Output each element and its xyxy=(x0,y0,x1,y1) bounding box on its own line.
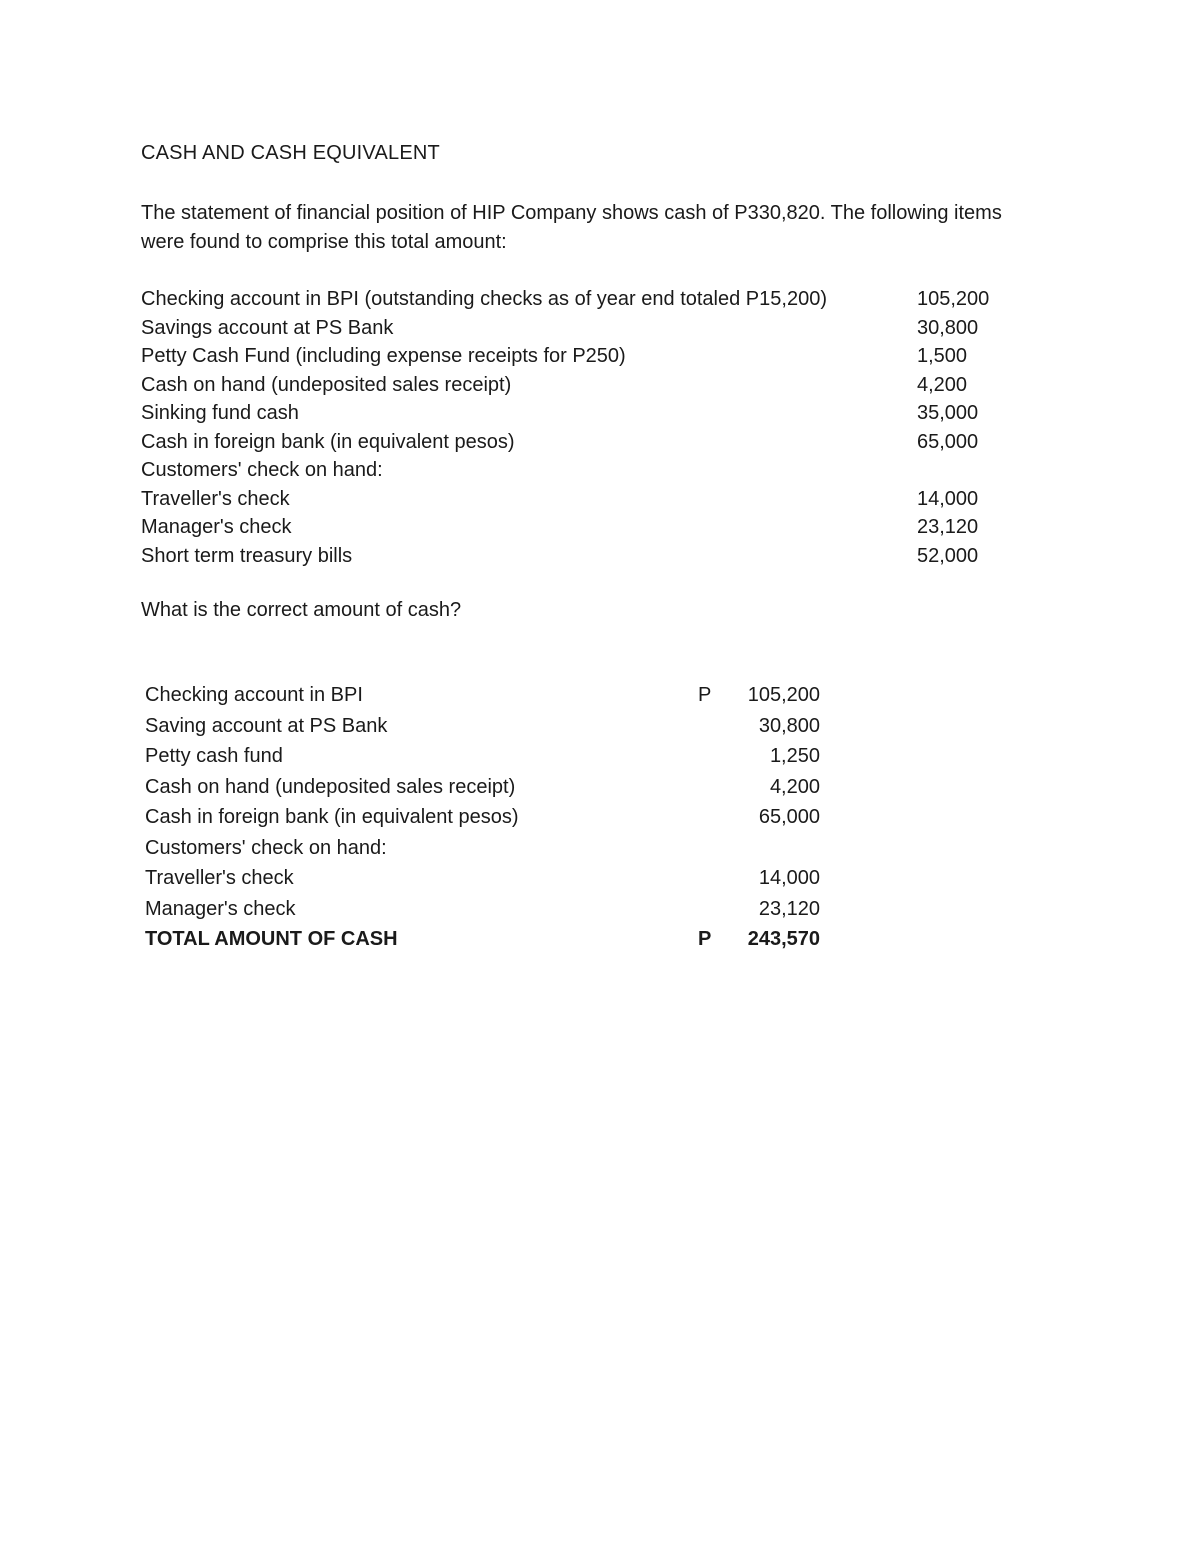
currency-symbol: P xyxy=(698,684,712,706)
list-item xyxy=(141,485,1041,514)
list-item xyxy=(141,342,1041,371)
item-amount: 1,500 xyxy=(917,345,968,367)
item-label: Petty Cash Fund (including expense receipts for P250) xyxy=(141,345,626,367)
solution-label: Petty cash fund xyxy=(145,745,283,767)
total-amount: 243,570 xyxy=(747,928,820,950)
total-label: TOTAL AMOUNT OF CASH xyxy=(145,928,398,950)
item-amount: 30,800 xyxy=(917,316,979,339)
item-amount: 23,120 xyxy=(917,516,979,538)
solution-label: Traveller's check xyxy=(145,867,294,889)
currency-symbol: P xyxy=(698,928,712,950)
list-item xyxy=(141,542,1041,571)
item-amount: 52,000 xyxy=(917,544,979,567)
total-row xyxy=(145,924,845,955)
solution-label: Cash in foreign bank (in equivalent pesos) xyxy=(145,806,519,828)
solution-amount: 1,250 xyxy=(769,745,820,767)
list-item xyxy=(141,399,1041,428)
question-text: What is the correct amount of cash? xyxy=(141,599,462,621)
item-label: Manager's check xyxy=(141,516,292,538)
list-item xyxy=(141,371,1041,400)
table-row xyxy=(145,833,845,864)
solution-amount: 30,800 xyxy=(758,714,820,737)
solution-table xyxy=(145,680,845,955)
table-row xyxy=(145,863,845,894)
item-label: Savings account at PS Bank xyxy=(141,316,394,339)
solution-amount: 4,200 xyxy=(769,775,820,798)
document-title: CASH AND CASH EQUIVALENT xyxy=(141,142,440,164)
item-label: Cash on hand (undeposited sales receipt) xyxy=(141,373,512,396)
table-row xyxy=(145,802,845,833)
solution-amount: 23,120 xyxy=(758,897,820,920)
table-row xyxy=(145,894,845,925)
item-amount: 35,000 xyxy=(917,402,979,424)
item-label: Customers' check on hand: xyxy=(141,459,383,481)
list-item xyxy=(141,314,1041,343)
intro-paragraph: The statement of financial position of HIP Company shows cash of P330,820. The following items were found to comprise this total amount: xyxy=(141,202,1002,253)
cash-items-list xyxy=(141,285,1041,570)
solution-label: Manager's check xyxy=(145,897,296,920)
item-label: Short term treasury bills xyxy=(141,544,353,567)
solution-label: Saving account at PS Bank xyxy=(145,714,388,737)
item-amount: 14,000 xyxy=(917,487,979,510)
item-label: Traveller's check xyxy=(141,487,290,510)
list-item xyxy=(141,513,1041,542)
table-row xyxy=(145,772,845,803)
item-amount: 105,200 xyxy=(917,288,990,310)
item-label: Cash in foreign bank (in equivalent pesos) xyxy=(141,430,515,453)
list-item xyxy=(141,456,1041,485)
table-row xyxy=(145,711,845,742)
solution-label: Cash on hand (undeposited sales receipt) xyxy=(145,775,516,798)
item-label: Checking account in BPI (outstanding checks as of year end totaled P15,200) xyxy=(141,288,827,310)
table-row xyxy=(145,741,845,772)
solution-label: Checking account in BPI xyxy=(145,684,363,706)
solution-amount: 14,000 xyxy=(758,867,820,889)
item-label: Sinking fund cash xyxy=(141,402,299,424)
solution-amount: 65,000 xyxy=(758,806,820,828)
solution-label: Customers' check on hand: xyxy=(145,836,387,859)
list-item xyxy=(141,285,1041,314)
item-amount: 65,000 xyxy=(917,430,979,453)
item-amount: 4,200 xyxy=(917,373,968,396)
table-row xyxy=(145,680,845,711)
list-item xyxy=(141,428,1041,457)
solution-amount: 105,200 xyxy=(747,684,820,706)
